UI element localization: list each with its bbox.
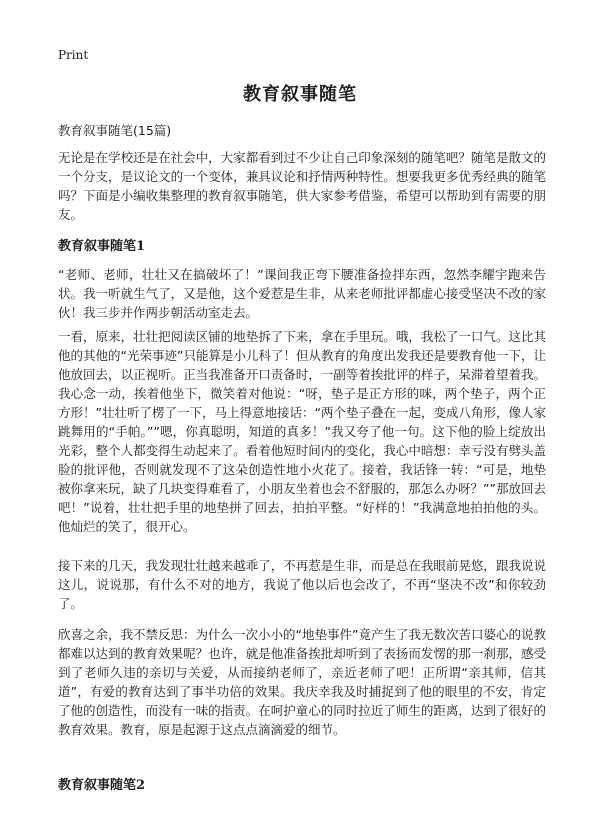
section-1-paragraph-1: “老师、老师，壮壮又在搞破坏了！”课间我正弯下腰准备捡拌东西，忽然李耀宇跑来告状。我一听就生气了，又是他，这个爱惹是生非，从来老师批评都虚心接受坚决不改的家伙！我三步并作两步朝活动室走去。 <box>58 267 546 320</box>
intro-paragraph: 无论是在学校还是在社会中，大家都看到过不少让自己印象深刻的随笔吧？随笔是散文的一个分支，是议论文的一个变体，兼具议论和抒情两种特性。想要我更多优秀经典的随笔吗？下面是小编收集整理的教育叙事随笔，供大家参考借鉴，希望可以帮助到有需要的朋友。 <box>58 150 546 222</box>
article-subtitle: 教育叙事随笔(15篇) <box>58 123 172 138</box>
section-2-heading: 教育叙事随笔2 <box>58 778 146 793</box>
section-1-paragraph-2: 一看，原来，壮壮把阅读区铺的地垫拆了下来，拿在手里玩。哦，我松了一口气。这比其他的其他的“光荣事迹”只能算是小儿科了！但从教育的角度出发我还是要教育他一下，让他放回去，以正视听。正当我准备开口责备时，一副等着挨批评的样子，呆滞着望着我。我心念一动，挨着他坐下，微笑着对他说：“呀，垫子是正方形的咪，两个垫子，两个正方形！”壮壮听了楞了一下，马上得意地接话：“两个垫子叠在一起，变成八角形，像人家跳舞用的“手帕。””嗯，你真聪明，知道的真多！”我又夸了他一句。这下他的脸上绽放出光彩，整个人都变得生动起来了。看着他短时间内的变化，我心中暗想：幸亏没有劈头盖脸的批评他，否则就发现不了这朵创造性地小火花了。接着，我话锋一转：“可是，地垫被你拿来玩，缺了几块变得难看了，小朋友坐着也会不舒服的，那怎么办呀？””那放回去吧！”说着，壮壮把手里的地垫拼了回去，拍拍平整。“好样的！”我满意地拍拍他的头。他灿烂的笑了，很开心。 <box>58 329 546 534</box>
print-link[interactable]: Print <box>58 48 89 62</box>
section-1-paragraph-4: 欣喜之余，我不禁反思：为什么一次小小的“地垫事件”竟产生了我无数次苦口婆心的说教都难以达到的教育效果呢？也许，就是他准备挨批却听到了表扬而发愣的那一刹那，感受到了老师久违的亲切与关爱，从而接纳老师了，亲近老师了吧！正所谓“亲其师，信其道”，有爱的教育达到了事半功倍的效果。我庆幸我及时捕捉到了他的眼里的不安，肯定了他的创造性，而没有一味的指责。在呵护童心的同时拉近了师生的距离，达到了很好的教育效果。教育，原是起源于这点点滴滴爱的细节。 <box>58 627 546 737</box>
section-1-heading: 教育叙事随笔1 <box>58 239 146 254</box>
section-1-paragraph-3: 接下来的几天，我发现壮壮越来越乖了，不再惹是生非，而是总在我眼前晃悠，跟我说说这儿，说说那，有什么不对的地方，我说了他以后也会改了，不再“坚决不改”和你较劲了。 <box>58 558 546 611</box>
page-title: 教育叙事随笔 <box>243 84 357 105</box>
